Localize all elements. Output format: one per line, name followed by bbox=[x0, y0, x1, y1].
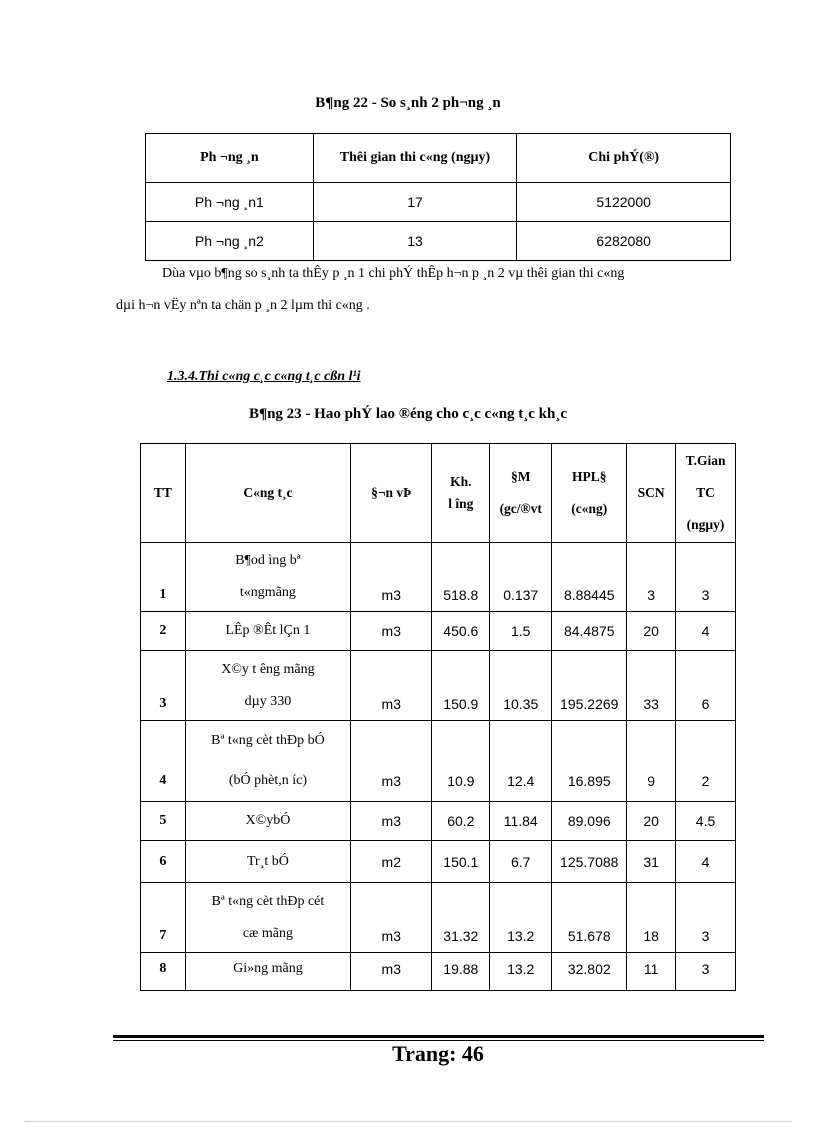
header-quantity-line: l îng bbox=[448, 496, 474, 511]
unit-cell: m3 bbox=[351, 651, 432, 721]
labor-cell: 195.2269 bbox=[552, 651, 627, 721]
task-name bbox=[185, 883, 351, 953]
norm-cell: 10.35 bbox=[490, 651, 552, 721]
norm-cell: 11.84 bbox=[490, 802, 552, 841]
row-number: 6 bbox=[141, 841, 186, 883]
table2-caption: B¶ng 23 - Hao phÝ lao ®éng cho c¸c c«ng t¸c kh¸c bbox=[248, 406, 568, 422]
norm-cell: 0.137 bbox=[490, 543, 552, 612]
table-row bbox=[141, 651, 736, 721]
header-option: Ph ¬ng ¸n bbox=[146, 134, 314, 183]
task-name bbox=[185, 543, 351, 612]
quantity-cell: 450.6 bbox=[432, 612, 490, 651]
option-duration: 17 bbox=[313, 183, 517, 222]
table-row bbox=[141, 883, 736, 953]
table-row bbox=[146, 222, 731, 261]
labor-cell: 89.096 bbox=[552, 802, 627, 841]
norm-cell: 13.2 bbox=[490, 953, 552, 991]
quantity-cell: 31.32 bbox=[432, 883, 490, 953]
duration-cell: 3 bbox=[676, 883, 736, 953]
header-duration-line: (ngµy) bbox=[686, 517, 725, 532]
row-number: 8 bbox=[141, 953, 186, 991]
task-line: Bª t«ng cèt thÐp cét bbox=[211, 893, 325, 909]
header-labor bbox=[552, 444, 627, 543]
task-name: Gi»ng mãng bbox=[185, 953, 351, 991]
header-norm-line: (gc/®vt bbox=[499, 501, 542, 516]
row-number: 2 bbox=[141, 612, 186, 651]
unit-cell: m3 bbox=[351, 721, 432, 802]
unit-cell: m3 bbox=[351, 883, 432, 953]
task-line: t«ngmãng bbox=[239, 585, 296, 600]
footer-rule-thick bbox=[113, 1035, 764, 1038]
header-labor-line: (c«ng) bbox=[571, 501, 608, 516]
duration-cell: 2 bbox=[676, 721, 736, 802]
unit-cell: m3 bbox=[351, 802, 432, 841]
table-row bbox=[141, 802, 736, 841]
row-number: 1 bbox=[141, 543, 186, 612]
paragraph-line-1: Dùa vµo b¶ng so s¸nh ta thÊy p ¸n 1 chi phÝ thÊp h¬n p ¸n 2 vµ thêi gian thi c«ng bbox=[162, 266, 625, 281]
labor-cell: 51.678 bbox=[552, 883, 627, 953]
duration-cell: 3 bbox=[676, 953, 736, 991]
header-tt: TT bbox=[141, 444, 186, 543]
norm-cell: 12.4 bbox=[490, 721, 552, 802]
labor-cell: 32.802 bbox=[552, 953, 627, 991]
header-labor-line: HPL§ bbox=[571, 469, 607, 484]
row-number: 3 bbox=[141, 651, 186, 721]
task-name: Tr¸t bÓ bbox=[185, 841, 351, 883]
header-duration-line: TC bbox=[696, 485, 715, 500]
norm-cell: 6.7 bbox=[490, 841, 552, 883]
task-line: X©y t êng mãng bbox=[221, 661, 315, 677]
table-row bbox=[141, 543, 736, 612]
page-edge-divider bbox=[24, 1121, 792, 1122]
workers-cell: 9 bbox=[627, 721, 676, 802]
labor-cell: 8.88445 bbox=[552, 543, 627, 612]
header-cost: Chi phÝ(®) bbox=[517, 134, 731, 183]
table1-caption: B¶ng 22 - So s¸nh 2 ph¬ng ¸n bbox=[315, 95, 501, 111]
option-duration: 13 bbox=[313, 222, 517, 261]
table-row bbox=[146, 183, 731, 222]
header-task: C«ng t¸c bbox=[185, 444, 351, 543]
option-name: Ph ¬ng ¸n1 bbox=[146, 183, 314, 222]
unit-cell: m2 bbox=[351, 841, 432, 883]
task-name bbox=[185, 721, 351, 802]
workers-cell: 20 bbox=[627, 802, 676, 841]
quantity-cell: 150.1 bbox=[432, 841, 490, 883]
option-cost: 6282080 bbox=[517, 222, 731, 261]
task-name bbox=[185, 651, 351, 721]
task-line: (bÓ phèt,n íc) bbox=[228, 773, 307, 788]
row-number: 7 bbox=[141, 883, 186, 953]
task-name: X©ybÓ bbox=[185, 802, 351, 841]
quantity-cell: 19.88 bbox=[432, 953, 490, 991]
row-number: 4 bbox=[141, 721, 186, 802]
task-line: B¶od ìng bª bbox=[235, 553, 301, 568]
table-header-row bbox=[146, 134, 731, 183]
task-line: Bª t«ng cèt thÐp bÓ bbox=[211, 733, 325, 748]
workers-cell: 31 bbox=[627, 841, 676, 883]
option-name: Ph ¬ng ¸n2 bbox=[146, 222, 314, 261]
norm-cell: 1.5 bbox=[490, 612, 552, 651]
labor-cell: 125.7088 bbox=[552, 841, 627, 883]
labor-cell: 16.895 bbox=[552, 721, 627, 802]
task-line: dµy 330 bbox=[244, 693, 292, 709]
workers-cell: 3 bbox=[627, 543, 676, 612]
duration-cell: 4.5 bbox=[676, 802, 736, 841]
quantity-cell: 10.9 bbox=[432, 721, 490, 802]
norm-cell: 13.2 bbox=[490, 883, 552, 953]
header-quantity-line: Kh. bbox=[450, 474, 472, 489]
table-row bbox=[141, 612, 736, 651]
header-norm-line: §M bbox=[510, 469, 531, 484]
header-workers: SCN bbox=[627, 444, 676, 543]
page-number: Trang: 46 bbox=[392, 1041, 484, 1066]
header-unit: §¬n vÞ bbox=[351, 444, 432, 543]
header-duration-line: T.Gian bbox=[685, 453, 726, 468]
header-duration bbox=[676, 444, 736, 543]
unit-cell: m3 bbox=[351, 612, 432, 651]
duration-cell: 3 bbox=[676, 543, 736, 612]
header-quantity bbox=[432, 444, 490, 543]
conclusion-paragraph bbox=[116, 258, 756, 322]
quantity-cell: 518.8 bbox=[432, 543, 490, 612]
quantity-cell: 60.2 bbox=[432, 802, 490, 841]
table-row bbox=[141, 721, 736, 802]
workers-cell: 18 bbox=[627, 883, 676, 953]
row-number: 5 bbox=[141, 802, 186, 841]
comparison-table bbox=[145, 133, 731, 261]
section-heading: 1.3.4.Thi c«ng c¸c c«ng t¸c cßn l¹i bbox=[167, 369, 361, 384]
task-name: LÊp ®Êt lÇn 1 bbox=[185, 612, 351, 651]
workers-cell: 33 bbox=[627, 651, 676, 721]
option-cost: 5122000 bbox=[517, 183, 731, 222]
paragraph-line-2: dµi h¬n vËy nªn ta chän p ¸n 2 lµm thi c«ng . bbox=[116, 298, 370, 313]
duration-cell: 4 bbox=[676, 612, 736, 651]
unit-cell: m3 bbox=[351, 953, 432, 991]
table-row bbox=[141, 953, 736, 991]
workers-cell: 20 bbox=[627, 612, 676, 651]
task-line: cæ mãng bbox=[242, 925, 293, 941]
header-duration: Thêi gian thi c«ng (ngµy) bbox=[313, 134, 517, 183]
table-row bbox=[141, 841, 736, 883]
unit-cell: m3 bbox=[351, 543, 432, 612]
duration-cell: 6 bbox=[676, 651, 736, 721]
duration-cell: 4 bbox=[676, 841, 736, 883]
table-header-row bbox=[141, 444, 736, 543]
header-norm bbox=[490, 444, 552, 543]
quantity-cell: 150.9 bbox=[432, 651, 490, 721]
workers-cell: 11 bbox=[627, 953, 676, 991]
labor-table bbox=[140, 443, 736, 991]
labor-cell: 84.4875 bbox=[552, 612, 627, 651]
